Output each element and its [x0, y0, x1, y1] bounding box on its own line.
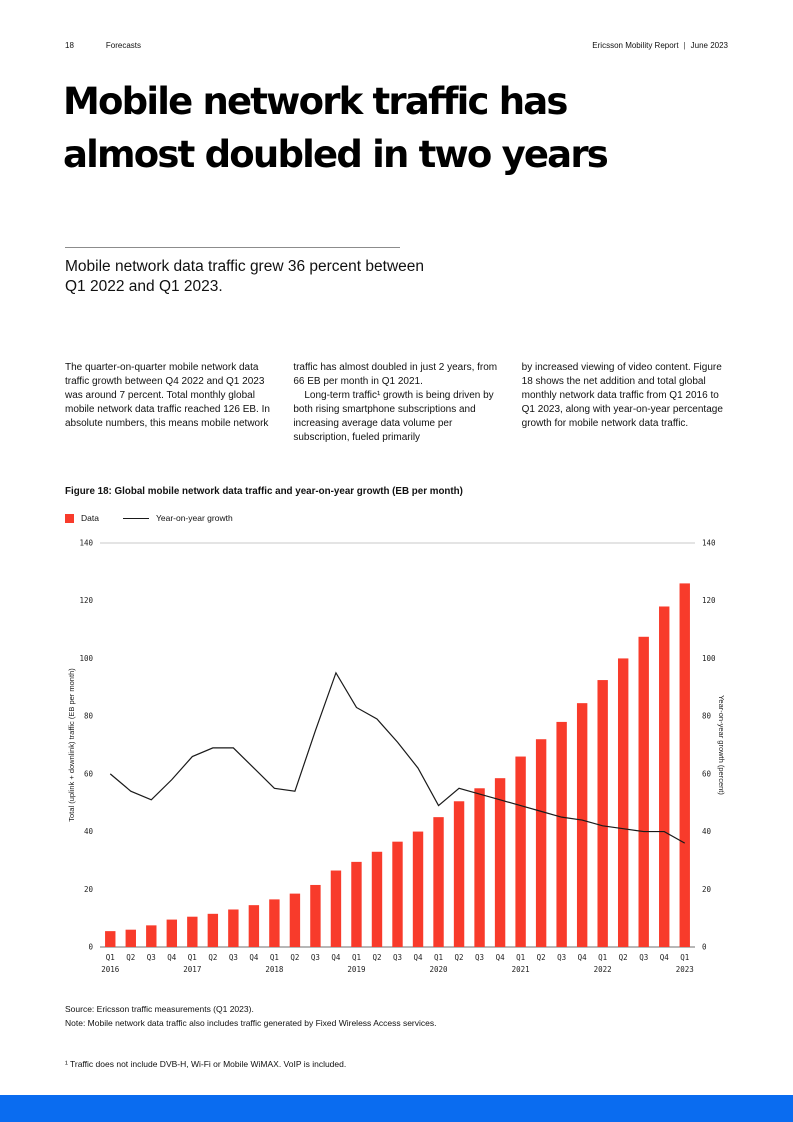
footer-bar	[0, 1095, 793, 1122]
left-axis-tick: 140	[79, 538, 93, 548]
right-axis-title: Year-on-year growth (percent)	[717, 695, 726, 795]
x-axis-quarter-label: Q3	[392, 953, 403, 962]
left-axis-tick: 60	[83, 769, 93, 779]
title-line-2: almost doubled in two years	[63, 132, 608, 176]
traffic-bar	[269, 899, 279, 947]
traffic-bar	[454, 801, 464, 947]
x-axis-quarter-label: Q1	[516, 953, 526, 962]
x-axis-quarter-label: Q1	[269, 953, 279, 962]
report-issue: June 2023	[690, 41, 728, 50]
traffic-bar	[351, 862, 361, 947]
left-axis-tick: 100	[79, 653, 93, 663]
page-number: 18	[65, 41, 74, 50]
body-paragraph: The quarter-on-quarter mobile network data traffic growth between Q4 2022 and Q1 2023 was around 7 percent. Total monthly global mobile network data traffic reached 126 EB. In absolute numbers, this means mobile network	[65, 362, 270, 429]
x-axis-year-label: 2022	[593, 965, 612, 974]
x-axis-quarter-label: Q1	[680, 953, 690, 962]
x-axis-quarter-label: Q1	[105, 953, 115, 962]
left-axis-tick: 120	[79, 596, 93, 606]
x-axis-quarter-label: Q1	[598, 953, 608, 962]
right-axis-tick: 120	[702, 596, 716, 606]
x-axis-quarter-label: Q4	[167, 953, 177, 962]
left-axis-tick: 0	[88, 942, 93, 952]
source-note: Source: Ericsson traffic measurements (Q1 2023).	[65, 1004, 254, 1014]
traffic-bar	[639, 637, 649, 947]
right-axis-tick: 60	[702, 769, 712, 779]
traffic-bar	[187, 917, 197, 947]
traffic-bar	[146, 925, 156, 947]
traffic-bar	[126, 930, 136, 947]
traffic-bar	[495, 778, 505, 947]
x-axis-year-label: 2019	[347, 965, 366, 974]
left-axis-tick: 80	[83, 711, 93, 721]
standfirst: Mobile network data traffic grew 36 percent between Q1 2022 and Q1 2023.	[65, 258, 424, 296]
x-axis-year-label: 2016	[101, 965, 120, 974]
page-header	[65, 41, 728, 50]
growth-series-label: Year-on-year growth	[155, 513, 233, 523]
x-axis-year-label: 2017	[183, 965, 202, 974]
x-axis-quarter-label: Q1	[351, 953, 361, 962]
body-column-2	[293, 361, 499, 445]
x-axis-quarter-label: Q4	[249, 953, 259, 962]
traffic-bar	[659, 606, 669, 947]
right-axis-tick: 80	[702, 711, 712, 721]
header-right	[592, 41, 728, 50]
figure-caption: Figure 18: Global mobile network data traffic and year-on-year growth (EB per month)	[65, 486, 463, 497]
figure-notes	[65, 1003, 437, 1030]
left-axis-tick: 40	[83, 827, 93, 837]
x-axis-quarter-label: Q4	[577, 953, 587, 962]
x-axis-quarter-label: Q3	[475, 953, 485, 962]
page-title	[63, 76, 703, 181]
traffic-bar	[536, 739, 546, 947]
footnote: ¹ Traffic does not include DVB-H, Wi-Fi or Mobile WiMAX. VoIP is included.	[65, 1059, 347, 1069]
traffic-bar	[310, 885, 320, 947]
title-rule	[65, 247, 400, 248]
traffic-bar	[413, 832, 423, 947]
x-axis-quarter-label: Q1	[434, 953, 444, 962]
x-axis-year-label: 2021	[511, 965, 530, 974]
traffic-bar	[577, 703, 587, 947]
traffic-bar	[208, 914, 218, 947]
data-note: Note: Mobile network data traffic also includes traffic generated by Fixed Wireless Access services.	[65, 1017, 437, 1028]
traffic-bar	[474, 788, 484, 947]
body-paragraph: by increased viewing of video content. Figure 18 shows the net addition and total global monthly network data traffic from Q1 2016 to Q1 2023, along with year-on-year percentage growth for mobile network data traffic.	[521, 362, 723, 429]
body-column-3	[522, 361, 728, 445]
x-axis-quarter-label: Q2	[290, 953, 300, 962]
x-axis-quarter-label: Q3	[557, 953, 567, 962]
x-axis-quarter-label: Q2	[454, 953, 464, 962]
body-paragraph: Long-term traffic¹ growth is being driven by both rising smartphone subscriptions and increasing average data volume per subscription, fueled primarily	[293, 390, 494, 443]
traffic-chart	[65, 537, 728, 997]
right-axis-tick: 0	[702, 942, 707, 952]
traffic-bar	[249, 905, 259, 947]
data-series-label: Data	[81, 513, 99, 523]
traffic-bar	[556, 722, 566, 947]
section-label: Forecasts	[105, 41, 142, 50]
traffic-bar	[290, 894, 300, 947]
traffic-bar	[618, 658, 628, 947]
x-axis-year-label: 2018	[265, 965, 284, 974]
traffic-bar	[597, 680, 607, 947]
left-axis-title: Total (uplink + downlink) traffic (EB per month)	[67, 668, 76, 822]
x-axis-quarter-label: Q2	[372, 953, 382, 962]
header-separator: |	[683, 41, 686, 50]
traffic-bar	[167, 920, 177, 947]
right-axis-tick: 40	[702, 827, 712, 837]
x-axis-quarter-label: Q4	[495, 953, 505, 962]
x-axis-quarter-label: Q3	[310, 953, 320, 962]
x-axis-quarter-label: Q4	[413, 953, 423, 962]
x-axis-quarter-label: Q2	[126, 953, 136, 962]
x-axis-quarter-label: Q2	[618, 953, 628, 962]
x-axis-year-label: 2023	[675, 965, 694, 974]
header-left	[65, 41, 141, 50]
right-axis-tick: 20	[702, 884, 712, 894]
x-axis-quarter-label: Q2	[536, 953, 546, 962]
body-paragraph: traffic has almost doubled in just 2 years, from 66 EB per month in Q1 2021.	[293, 362, 498, 387]
traffic-bar	[372, 852, 382, 947]
x-axis-quarter-label: Q3	[639, 953, 649, 962]
traffic-bar	[433, 817, 443, 947]
report-name: Ericsson Mobility Report	[592, 41, 679, 50]
traffic-bar	[228, 909, 238, 947]
chart-legend	[65, 513, 233, 523]
body-columns	[65, 361, 728, 445]
x-axis-year-label: 2020	[429, 965, 448, 974]
traffic-bar	[515, 757, 525, 947]
traffic-bar	[105, 931, 115, 947]
x-axis-quarter-label: Q2	[208, 953, 218, 962]
body-column-1	[65, 361, 271, 445]
growth-line-sample	[123, 518, 149, 519]
traffic-bar	[331, 871, 341, 947]
title-line-1: Mobile network traffic has	[63, 80, 567, 123]
traffic-bar	[392, 842, 402, 947]
x-axis-quarter-label: Q4	[331, 953, 341, 962]
right-axis-tick: 100	[702, 653, 716, 663]
left-axis-tick: 20	[83, 884, 93, 894]
x-axis-quarter-label: Q3	[228, 953, 238, 962]
x-axis-quarter-label: Q1	[187, 953, 197, 962]
traffic-bar	[680, 583, 690, 947]
x-axis-quarter-label: Q4	[659, 953, 669, 962]
data-series-swatch	[65, 514, 74, 523]
x-axis-quarter-label: Q3	[146, 953, 156, 962]
right-axis-tick: 140	[702, 538, 716, 548]
